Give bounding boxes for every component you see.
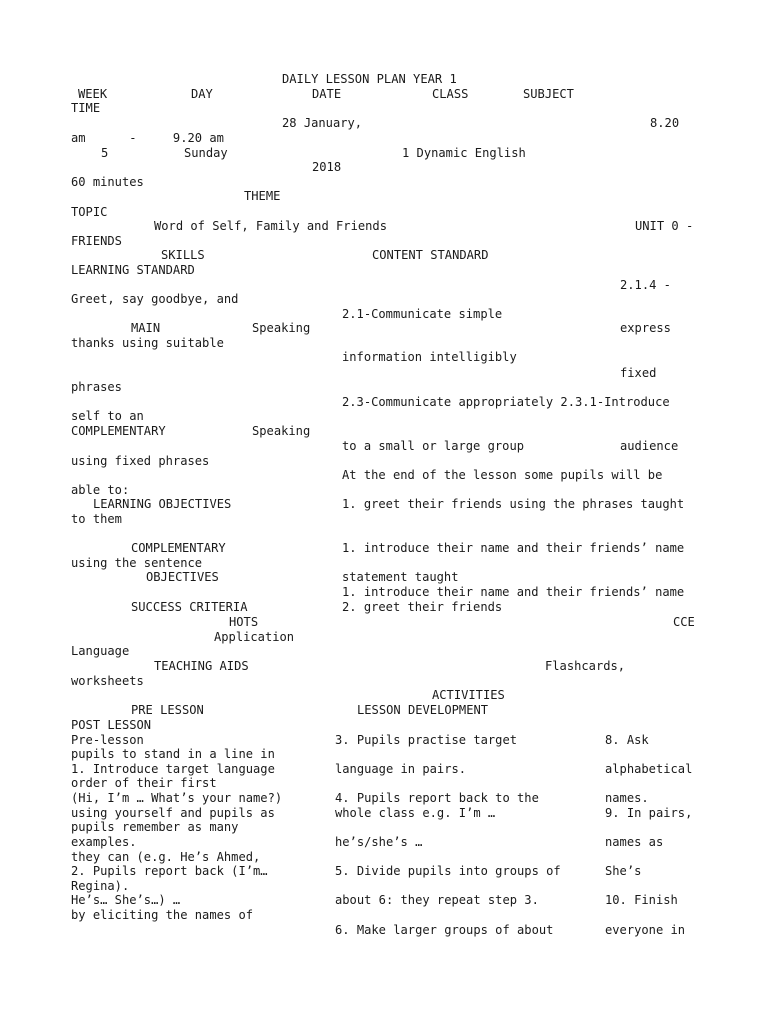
complementary-skill-value: Speaking (252, 424, 311, 438)
learning-standard-fixed: fixed (620, 366, 657, 380)
learning-standard-line-3: self to an (71, 409, 144, 423)
learning-standard-code: 2.1.4 - (620, 278, 671, 292)
complementary-objective-cont: using the sentence (71, 556, 203, 570)
learning-standard-line-4: using fixed phrases (71, 454, 210, 468)
pre-lesson-line: 1. Introduce target language (71, 762, 275, 776)
unit-value-2: FRIENDS (71, 234, 122, 248)
content-standard-label: CONTENT STANDARD (372, 248, 489, 262)
complementary-objective-1: 1. introduce their name and their friends’ name (342, 541, 685, 555)
success-criteria-label: SUCCESS CRITERIA (131, 600, 248, 614)
class-header: CLASS (432, 87, 469, 101)
learning-objective-1-cont: to them (71, 512, 122, 526)
teaching-aids-value-2: worksheets (71, 674, 144, 688)
post-lesson-line: alphabetical (605, 762, 693, 776)
post-lesson-line: 8. Ask (605, 733, 649, 747)
lesson-development-line: about 6: they repeat step 3. (335, 893, 539, 907)
complementary-skill-label: COMPLEMENTARY (71, 424, 166, 438)
post-lesson-line: She’s (605, 864, 642, 878)
objectives-label: OBJECTIVES (146, 570, 219, 584)
pre-lesson-line: using yourself and pupils as (71, 806, 275, 820)
time-value-1: 8.20 (650, 116, 680, 130)
pre-lesson-line: 2. Pupils report back (I’m… (71, 864, 268, 878)
post-lesson-label: POST LESSON (71, 718, 152, 732)
teaching-aids-value-1: Flashcards, (545, 659, 626, 673)
theme-label: THEME (244, 189, 281, 203)
lesson-development-label: LESSON DEVELOPMENT (357, 703, 489, 717)
lesson-development-line: language in pairs. (335, 762, 467, 776)
pre-lesson-line: Regina). (71, 879, 130, 893)
day-header: DAY (191, 87, 213, 101)
content-standard-line-1: 2.1-Communicate simple (342, 307, 503, 321)
skills-label: SKILLS (161, 248, 205, 262)
success-criteria-1: 1. introduce their name and their friends’ name (342, 585, 685, 599)
cce-value: Language (71, 644, 130, 658)
pre-lesson-line: pupils remember as many (71, 820, 239, 834)
teaching-aids-label: TEACHING AIDS (154, 659, 249, 673)
main-skill-value: Speaking (252, 321, 311, 335)
learning-standard-line-1: Greet, say goodbye, and (71, 292, 239, 306)
content-standard-line-2: information intelligibly (342, 350, 517, 364)
learning-standard-label: LEARNING STANDARD (71, 263, 195, 277)
pre-lesson-line: (Hi, I’m … What’s your name?) (71, 791, 283, 805)
pre-lesson-line: by eliciting the names of (71, 908, 254, 922)
lesson-development-line: whole class e.g. I’m … (335, 806, 496, 820)
theme-value: Word of Self, Family and Friends (154, 219, 387, 233)
pre-lesson-line: He’s… She’s…) … (71, 893, 181, 907)
topic-label: TOPIC (71, 205, 108, 219)
pre-lesson-line: they can (e.g. He’s Ahmed, (71, 850, 261, 864)
post-lesson-line: 10. Finish (605, 893, 678, 907)
pre-lesson-line: examples. (71, 835, 137, 849)
hots-label: HOTS (229, 615, 259, 629)
content-standard-line-4: to a small or large group (342, 439, 525, 453)
time-value-2: am - 9.20 am (71, 131, 224, 145)
objectives-intro: At the end of the lesson some pupils will be (342, 468, 663, 482)
learning-objective-1: 1. greet their friends using the phrases taught (342, 497, 685, 511)
day-value: Sunday (184, 146, 228, 160)
main-skill-label: MAIN (131, 321, 161, 335)
complementary-objective-end: statement taught (342, 570, 459, 584)
lesson-development-line: 5. Divide pupils into groups of (335, 864, 561, 878)
learning-standard-audience: audience (620, 439, 679, 453)
lesson-development-line: 6. Make larger groups of about (335, 923, 554, 937)
activities-heading: ACTIVITIES (432, 688, 505, 702)
learning-standard-phrases: phrases (71, 380, 122, 394)
subject-header: SUBJECT (523, 87, 574, 101)
content-standard-line-3: 2.3-Communicate appropriately 2.3.1-Introduce (342, 395, 670, 409)
complementary-objective-label: COMPLEMENTARY (131, 541, 226, 555)
cce-label: CCE (673, 615, 695, 629)
post-lesson-line: names as (605, 835, 664, 849)
hots-value: Application (214, 630, 295, 644)
learning-objectives-label: LEARNING OBJECTIVES (93, 497, 232, 511)
pre-lesson-label: PRE LESSON (131, 703, 204, 717)
page-title: DAILY LESSON PLAN YEAR 1 (282, 72, 457, 86)
pre-lesson-line: pupils to stand in a line in (71, 747, 275, 761)
lesson-development-line: 4. Pupils report back to the (335, 791, 539, 805)
pre-lesson-line: Pre-lesson (71, 733, 144, 747)
lesson-development-line: he’s/she’s … (335, 835, 423, 849)
unit-value-1: UNIT 0 - (635, 219, 694, 233)
class-subject-value: 1 Dynamic English (402, 146, 526, 160)
week-value: 5 (101, 146, 109, 160)
time-header: TIME (71, 101, 101, 115)
date-header: DATE (312, 87, 342, 101)
learning-standard-express: express (620, 321, 671, 335)
lesson-development-line: 3. Pupils practise target (335, 733, 518, 747)
pre-lesson-line: order of their first (71, 776, 217, 790)
date-value-1: 28 January, (282, 116, 363, 130)
post-lesson-line: names. (605, 791, 649, 805)
learning-standard-line-2: thanks using suitable (71, 336, 224, 350)
week-header: WEEK (78, 87, 108, 101)
objectives-able-to: able to: (71, 483, 130, 497)
post-lesson-line: 9. In pairs, (605, 806, 693, 820)
success-criteria-2: 2. greet their friends (342, 600, 503, 614)
duration-value: 60 minutes (71, 175, 144, 189)
post-lesson-line: everyone in (605, 923, 686, 937)
date-value-2: 2018 (312, 160, 342, 174)
